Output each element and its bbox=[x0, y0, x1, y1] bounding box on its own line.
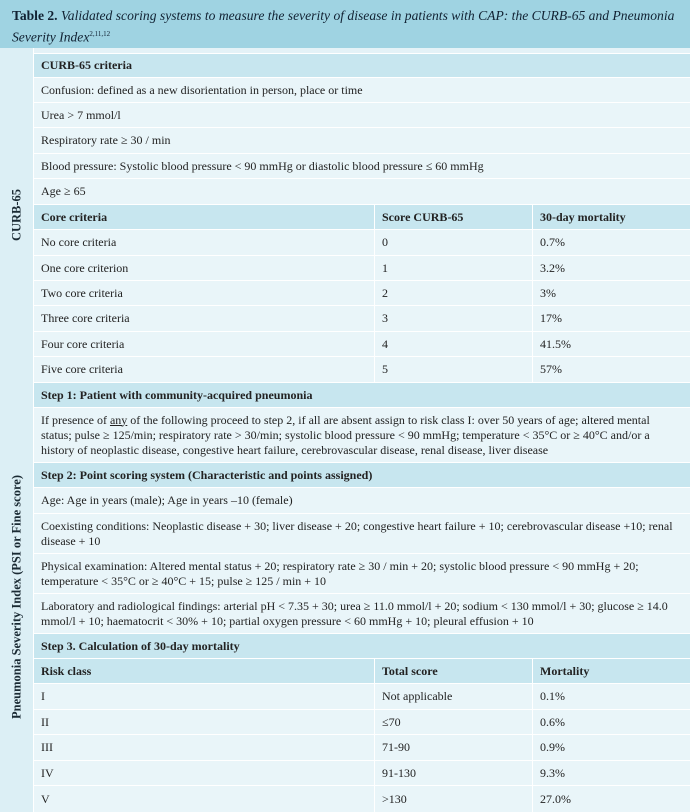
table-row bbox=[34, 760, 690, 785]
step1-header bbox=[34, 382, 690, 407]
score-cell: 0 bbox=[382, 235, 388, 249]
mortality-cell: 27.0% bbox=[540, 791, 571, 806]
step1-header-text: Step 1: Patient with community-acquired pneumonia bbox=[41, 387, 313, 402]
step1-text-part: If presence of bbox=[41, 412, 110, 427]
criterion-row bbox=[34, 153, 690, 178]
criterion-row bbox=[34, 178, 690, 204]
criterion-row bbox=[34, 102, 690, 127]
criterion-blood-pressure: Blood pressure: Systolic blood pressure < 90 mmHg or diastolic blood pressure ≤ 60 mmHg bbox=[41, 158, 484, 173]
header-risk-class: Risk class bbox=[41, 663, 92, 678]
step1-text-part: of the following proceed to step 2, if all are absent assign to risk class I: over 50 years of age; altered mental status; pulse ≥ 125/min; respiratory rate > 30/min; systolic blood pressure < 90 mmHg; temperature < 35°C or ≥ 40°C and/or a history of neoplastic disease, congestive heart failure, cerebrovascular disease, renal disease, liver disease bbox=[41, 412, 650, 457]
mortality-cell: 57% bbox=[540, 362, 562, 376]
curb65-table-header bbox=[34, 204, 690, 229]
reference-superscript: 2,11,12 bbox=[89, 30, 111, 38]
core-criteria-cell: Five core criteria bbox=[41, 362, 123, 376]
mortality-cell: 3.2% bbox=[540, 260, 565, 275]
criterion-row bbox=[34, 77, 690, 102]
psi-side-label bbox=[0, 382, 34, 812]
header-core-criteria: Core criteria bbox=[41, 209, 108, 224]
step2-age-item: Age: Age in years (male); Age in years –10 (female) bbox=[41, 493, 293, 507]
risk-class-cell: I bbox=[41, 689, 45, 703]
step2-physical-exam-item: Physical examination: Altered mental status + 20; respiratory rate ≥ 30 / min + 20; systolic blood pressure < 90 mmHg + 20; temperature < 35°C or ≥ 40°C + 15; pulse ≥ 125 / min + 10 bbox=[41, 558, 639, 588]
score-cell: 1 bbox=[382, 260, 388, 275]
score-cell: 3 bbox=[382, 311, 388, 325]
step2-header bbox=[34, 462, 690, 487]
step2-coexisting-conditions-item: Coexisting conditions: Neoplastic disease + 30; liver disease + 20; congestive heart failure + 10; cerebrovascular disease +10; renal disease + 10 bbox=[41, 518, 673, 548]
mortality-cell: 41.5% bbox=[540, 336, 571, 351]
table-row bbox=[34, 785, 690, 812]
header-mortality: Mortality bbox=[540, 663, 590, 678]
core-criteria-cell: Two core criteria bbox=[41, 285, 123, 300]
core-criteria-cell: No core criteria bbox=[41, 235, 117, 249]
core-criteria-cell: Four core criteria bbox=[41, 336, 125, 351]
table-caption: Validated scoring systems to measure the severity of disease in patients with CAP: the CURB-65 and Pneumonia Severity Index bbox=[12, 8, 675, 45]
table-row bbox=[34, 229, 690, 255]
step1-text bbox=[41, 413, 680, 458]
table-row bbox=[34, 331, 690, 356]
criterion-row bbox=[34, 127, 690, 153]
mortality-cell: 17% bbox=[540, 311, 562, 325]
table-row bbox=[34, 305, 690, 331]
total-score-cell: 71-90 bbox=[382, 740, 410, 754]
step3-header bbox=[34, 633, 690, 658]
criterion-urea: Urea > 7 mmol/l bbox=[41, 107, 121, 122]
step2-item-row bbox=[34, 487, 690, 513]
psi-side-text: Pneumonia Severity Index (PSI or Fine score) bbox=[9, 475, 23, 719]
core-criteria-cell: Three core criteria bbox=[41, 311, 130, 325]
mortality-cell: 0.7% bbox=[540, 235, 565, 249]
criterion-confusion: Confusion: defined as a new disorientation in person, place or time bbox=[41, 82, 363, 97]
step2-item-row bbox=[34, 553, 690, 593]
table-row bbox=[34, 709, 690, 734]
step2-header-text: Step 2: Point scoring system (Characteristic and points assigned) bbox=[41, 467, 373, 482]
table-number: Table 2. bbox=[12, 8, 58, 23]
table-row bbox=[34, 734, 690, 760]
table-row bbox=[34, 255, 690, 280]
step1-text-underlined: any bbox=[109, 412, 128, 427]
table-row bbox=[34, 280, 690, 305]
header-mortality: 30-day mortality bbox=[540, 209, 626, 224]
curb65-side-label bbox=[0, 48, 34, 382]
score-cell: 4 bbox=[382, 336, 388, 351]
table-row bbox=[34, 683, 690, 709]
score-cell: 5 bbox=[382, 362, 388, 376]
total-score-cell: 91-130 bbox=[382, 765, 416, 780]
curb65-criteria-header-text: CURB-65 criteria bbox=[41, 58, 132, 72]
mortality-cell: 0.6% bbox=[540, 714, 565, 729]
core-criteria-cell: One core criterion bbox=[41, 260, 129, 275]
mortality-cell: 3% bbox=[540, 285, 556, 300]
risk-class-cell: II bbox=[41, 714, 49, 729]
mortality-cell: 0.1% bbox=[540, 689, 565, 703]
score-cell: 2 bbox=[382, 285, 388, 300]
total-score-cell: ≤70 bbox=[382, 714, 401, 729]
table-title bbox=[0, 0, 690, 48]
total-score-cell: >130 bbox=[382, 791, 407, 806]
header-total-score: Total score bbox=[382, 663, 438, 678]
step1-text-row bbox=[34, 407, 690, 462]
curb65-criteria-header bbox=[34, 53, 690, 77]
header-score: Score CURB-65 bbox=[382, 209, 464, 224]
criterion-respiratory-rate: Respiratory rate ≥ 30 / min bbox=[41, 133, 171, 147]
psi-table-header bbox=[34, 658, 690, 683]
curb65-side-text: CURB-65 bbox=[9, 188, 23, 242]
mortality-cell: 0.9% bbox=[540, 740, 565, 754]
criterion-age: Age ≥ 65 bbox=[41, 184, 86, 198]
step2-item-row bbox=[34, 513, 690, 553]
risk-class-cell: IV bbox=[41, 765, 54, 780]
step2-item-row bbox=[34, 593, 690, 633]
step3-header-text: Step 3. Calculation of 30-day mortality bbox=[41, 638, 240, 653]
risk-class-cell: V bbox=[41, 791, 50, 806]
step2-laboratory-item: Laboratory and radiological findings: arterial pH < 7.35 + 30; urea ≥ 11.0 mmol/l + 20; sodium < 130 mmol/l + 30; glucose ≥ 14.0 mmol/l + 10; haematocrit < 30% + 10; partial oxygen pressure < 60 mmHg + 10; pleural effusion + 10 bbox=[41, 598, 668, 628]
total-score-cell: Not applicable bbox=[382, 689, 453, 703]
table-row bbox=[34, 356, 690, 382]
mortality-cell: 9.3% bbox=[540, 765, 565, 780]
risk-class-cell: III bbox=[41, 740, 53, 754]
